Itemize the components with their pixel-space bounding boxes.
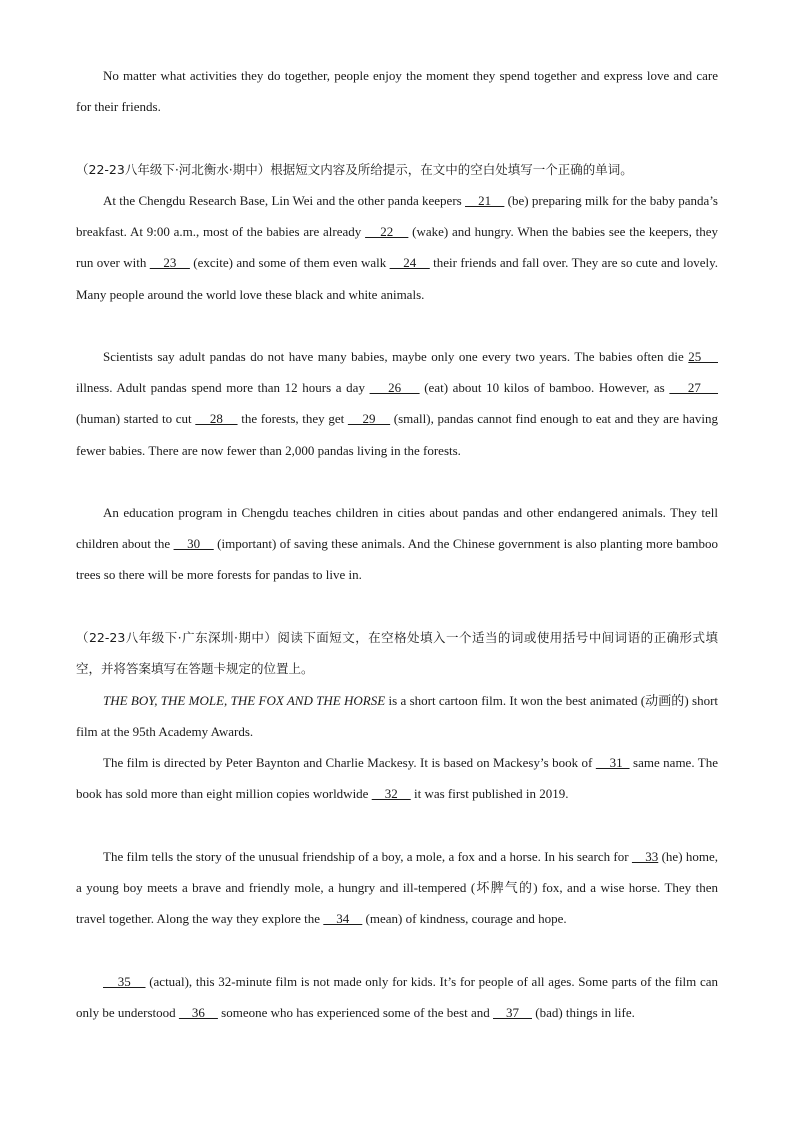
text-run: (he) home, a young boy meets a brave and friendly mole, a hungry and ill-tempered (坏脾气的) fox, and a wise horse. They then travel together. Along the way they explore the [76,849,718,927]
text-run: (mean) of kindness, courage and hope. [362,911,567,927]
text-run: (bad) things in life. [532,1005,635,1021]
text-run: At the Chengdu Research Base, Lin Wei and the other panda keepers [103,193,466,208]
section2-paragraph-2 [76,747,718,809]
blank-34[interactable]: 34 [323,911,363,927]
blank-21[interactable]: 21 [465,193,505,208]
section2-paragraph-1 [76,685,718,747]
blank-29[interactable]: 29 [347,411,391,427]
section1-heading: （22-23八年级下·河北衡水·期中）根据短文内容及所给提示，在文中的空白处填写一个正确的单词。 [76,162,633,177]
blank-24[interactable]: 24 [389,255,430,271]
text-run: The film tells the story of the unusual friendship of a boy, a mole, a fox and a horse. In his search for [103,849,632,864]
section2-paragraph-3 [76,841,718,935]
intro-paragraph [76,60,718,122]
text-run: someone who has experienced some of the best and [217,1005,493,1021]
blank-31[interactable]: 31 [595,755,630,770]
text-run: (important) of saving these animals. And the Chinese government is also planting more bamboo trees so there will be more forests for pandas to live in. [76,536,719,583]
section2-heading: （22-23八年级下·广东深圳·期中）阅读下面短文，在空格处填入一个适当的词或使用括号中间词语的正确形式填空，并将答案填写在答题卡规定的位置上。 [76,630,718,677]
blank-22[interactable]: 22 [365,224,409,240]
blank-36[interactable]: 36 [178,1005,218,1021]
section1-paragraph-2 [76,341,718,466]
film-title: THE BOY, THE MOLE, THE FOX AND THE HORSE [103,693,386,708]
text-run: (human) started to cut [76,411,196,427]
text-run: the forests, they get [237,411,348,427]
section2-paragraph-4 [76,966,718,1028]
blank-37[interactable]: 37 [493,1005,532,1021]
text-run: illness. Adult pandas spend more than 12 hours a day [76,380,370,396]
text-run: (small), pandas cannot find enough to eat and they are having fewer babies. There are now fewer than 2,000 pandas living in the forests. [76,411,719,458]
text-run: it was first published in 2019. [410,786,569,802]
text-run: (actual), this 32-minute film is not made only for kids. It’s for people of all ages. Some parts of the film can only be understood [76,974,719,1021]
blank-28[interactable]: 28 [195,411,238,427]
blank-30[interactable]: 30 [173,536,214,552]
blank-25[interactable]: 25 [688,349,718,364]
text-run: (eat) about 10 kilos of bamboo. However, as [419,380,670,396]
blank-33[interactable]: 33 [631,849,659,864]
blank-27[interactable]: 27 [669,380,719,396]
text-run: An education program in Chengdu teaches children in cities about pandas and other endangered animals. They tell children about the [76,505,718,552]
section1-paragraph-1 [76,185,718,310]
text-run: is a short cartoon film. It won the best animated (动画的) short film at the 95th Academy Awards. [76,693,719,740]
text-run: (excite) and some of them even walk [189,255,390,271]
text-run: The film is directed by Peter Baynton and Charlie Mackesy. It is based on Mackesy’s book of [103,755,596,770]
blank-23[interactable]: 23 [149,255,190,271]
text-run: (wake) and hungry. When the babies see the keepers, they run over with [76,224,718,271]
section1-paragraph-3 [76,497,718,591]
text-run: Scientists say adult pandas do not have many babies, maybe only one every two years. The babies often die [103,349,689,364]
blank-32[interactable]: 32 [371,786,411,802]
text-run: same name. The book has sold more than eight million copies worldwide [76,755,719,802]
text-run: (be) preparing milk for the baby panda’s breakfast. At 9:00 a.m., most of the babies are already [76,193,718,240]
blank-26[interactable]: 26 [369,380,420,396]
intro-text: No matter what activities they do together, people enjoy the moment they spend together and express love and care for their friends. [76,68,718,115]
text-run: their friends and fall over. They are so cute and lovely. Many people around the world love these black and white animals. [76,255,719,302]
blank-35[interactable]: 35 [103,974,146,989]
